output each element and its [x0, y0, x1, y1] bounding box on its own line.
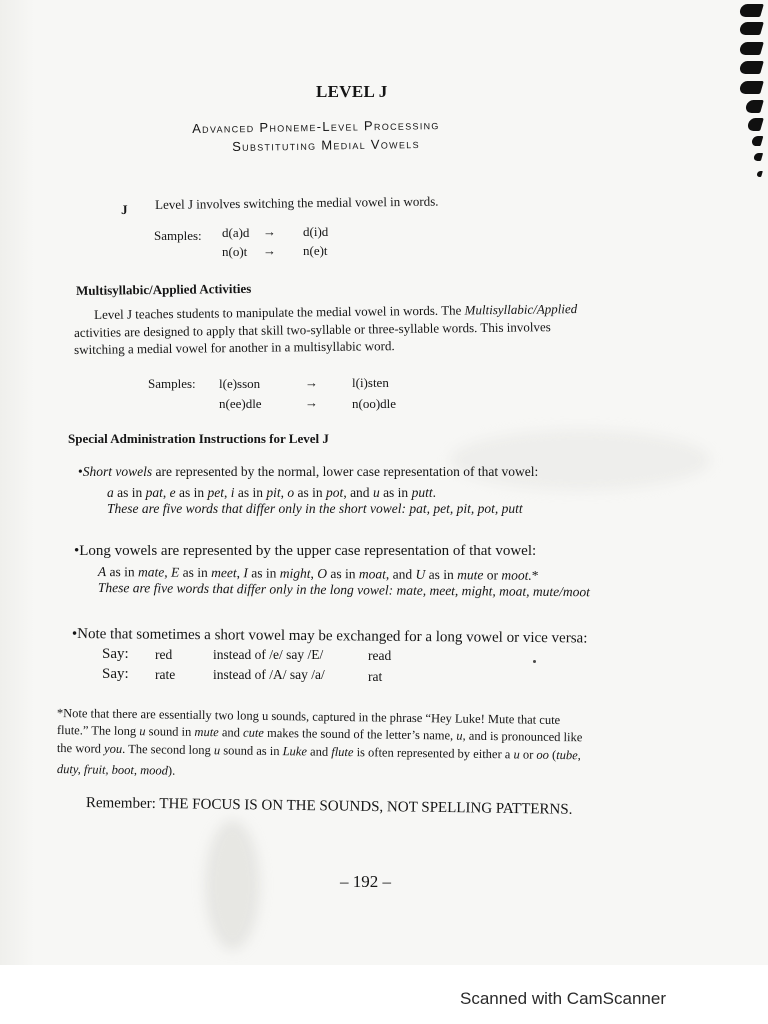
sample-from: n(o)t [222, 244, 248, 259]
sample-to: d(i)d [303, 224, 329, 239]
subtitle-line-1: Advanced Phoneme-Level Processing [192, 117, 440, 136]
level-marker: J [121, 201, 128, 217]
section-heading-special: Special Administration Instructions for Level J [68, 431, 329, 446]
footnote-line-2: flute.” The long u sound in mute and cute makes the sound of the letter’s name, u, and is pronounced like [56, 722, 583, 745]
multisyllabic-line-3: switching a medial vowel for another in a multisyllabic word. [74, 338, 395, 357]
subtitle-line-2: Substituting Medial Vowels [232, 136, 420, 154]
section-heading-multisyllabic: Multisyllabic/Applied Activities [76, 280, 252, 298]
result-word: rat [368, 669, 383, 684]
scan-smudge [205, 820, 260, 950]
scanner-watermark: Scanned with CamScanner [460, 989, 667, 1008]
footnote-line-1: *Note that there are essentially two long u sounds, captured in the phrase “Hey Luke! Mute that cute [56, 705, 561, 728]
remember-line: Remember: THE FOCUS IS ON THE SOUNDS, NOT SPELLING PATTERNS. [85, 794, 573, 818]
result-word: read [368, 648, 392, 663]
exchange-note-line: •Note that sometimes a short vowel may be exchanged for a long vowel or vice versa: [71, 625, 588, 647]
say-label: Say: [102, 666, 129, 682]
samples-label: Samples: [148, 376, 196, 391]
arrow-icon: → [305, 375, 318, 390]
multisyllabic-line-2: activities are designed to apply that skill two-syllable or three-syllable words. This involves [74, 319, 551, 340]
arrow-icon: → [263, 224, 276, 239]
say-word: rate [155, 667, 176, 682]
sample-to: n(oo)dle [352, 396, 397, 411]
sample-to: l(i)sten [352, 375, 389, 390]
say-word: red [155, 647, 173, 662]
page-edge-shadow [0, 0, 34, 965]
instead-text: instead of /e/ say /E/ [213, 647, 324, 662]
arrow-icon: → [263, 243, 276, 258]
footnote-line-4: duty, fruit, boot, mood). [56, 761, 176, 778]
spiral-binding [728, 0, 768, 200]
scan-smudge [450, 430, 710, 490]
long-vowels-note: These are five words that differ only in the long vowel: mate, meet, might, moat, mute/moot [97, 579, 591, 600]
scan-speck [533, 660, 536, 663]
long-vowels-line: •Long vowels are represented by the upper case representation of that vowel: [74, 543, 537, 559]
sample-from: l(e)sson [219, 376, 261, 391]
instead-text: instead of /A/ say /a/ [213, 667, 325, 682]
short-vowels-note: These are five words that differ only in the short vowel: pat, pet, pit, pot, putt [107, 501, 523, 516]
sample-from: n(ee)dle [219, 396, 262, 411]
multisyllabic-line-1: Level J teaches students to manipulate the medial vowel in words. The Multisyllabic/Applied [94, 301, 578, 322]
page-number: – 192 – [340, 872, 391, 891]
long-vowels-examples: A as in mate, E as in meet, I as in might, O as in moat, and U as in mute or moot.* [97, 563, 539, 583]
short-vowels-examples: a as in pat, e as in pet, i as in pit, o as in pot, and u as in putt. [107, 485, 436, 500]
short-vowels-line: •Short vowels are represented by the normal, lower case representation of that vowel: [78, 464, 539, 479]
arrow-icon: → [305, 395, 318, 410]
say-label: Say: [102, 646, 129, 662]
page-title: LEVEL J [316, 82, 388, 101]
footnote-line-3: the word you. The second long u sound as in Luke and flute is often represented by either a u or oo (tube, [56, 740, 581, 763]
sample-from: d(a)d [222, 225, 250, 240]
sample-to: n(e)t [303, 243, 328, 258]
intro-text: Level J involves switching the medial vowel in words. [155, 193, 439, 212]
samples-label: Samples: [154, 228, 202, 243]
